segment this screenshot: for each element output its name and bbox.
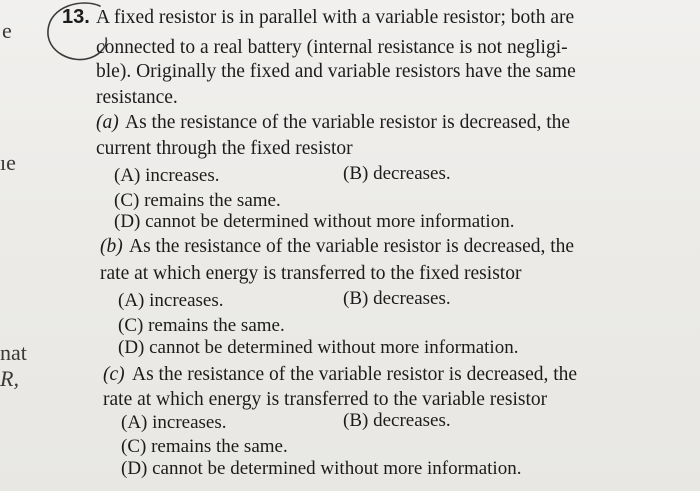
part-a-option-d: (D) cannot be determined without more information. [114, 211, 515, 232]
stem-line-3: ble). Originally the fixed and variable resistors have the same [96, 61, 576, 82]
part-a-text-1: As the resistance of the variable resistor is decreased, the [125, 112, 571, 133]
part-c-option-d: (D) cannot be determined without more information. [121, 458, 522, 479]
margin-fragment-2: ıe [0, 150, 16, 175]
margin-fragment-3: nat [0, 340, 27, 365]
margin-fragment-4: R, [0, 366, 19, 391]
stem-line-4: resistance. [96, 87, 178, 108]
part-b-text-1: As the resistance of the variable resistor is decreased, the [129, 236, 575, 257]
part-b-option-c: (C) remains the same. [118, 315, 285, 336]
part-c-option-c: (C) remains the same. [121, 436, 288, 457]
part-b-text-2: rate at which energy is transferred to the fixed resistor [100, 263, 522, 284]
margin-fragment-1: e [2, 18, 12, 43]
part-a-text-2: current through the fixed resistor [96, 138, 353, 159]
part-c-text-2: rate at which energy is transferred to the variable resistor [103, 389, 548, 410]
part-c-option-b: (B) decreases. [343, 410, 451, 431]
part-a-label: (a) [96, 112, 119, 133]
stem-line-1: A fixed resistor is in parallel with a variable resistor; both are [96, 7, 575, 28]
question-number: 13. [62, 6, 90, 28]
part-c-text-1: As the resistance of the variable resistor is decreased, the [132, 364, 578, 385]
part-a-option-c: (C) remains the same. [114, 190, 281, 211]
part-b-option-d: (D) cannot be determined without more information. [118, 337, 519, 358]
part-a-option-a: (A) increases. [114, 165, 220, 186]
part-c-label: (c) [103, 364, 125, 385]
stem-line-2: connected to a real battery (internal resistance is not negligi- [96, 37, 568, 58]
part-b-label: (b) [100, 236, 123, 257]
part-c-option-a: (A) increases. [121, 412, 227, 433]
part-b-option-a: (A) increases. [118, 290, 224, 311]
part-a-option-b: (B) decreases. [343, 163, 451, 184]
part-b-option-b: (B) decreases. [343, 288, 451, 309]
